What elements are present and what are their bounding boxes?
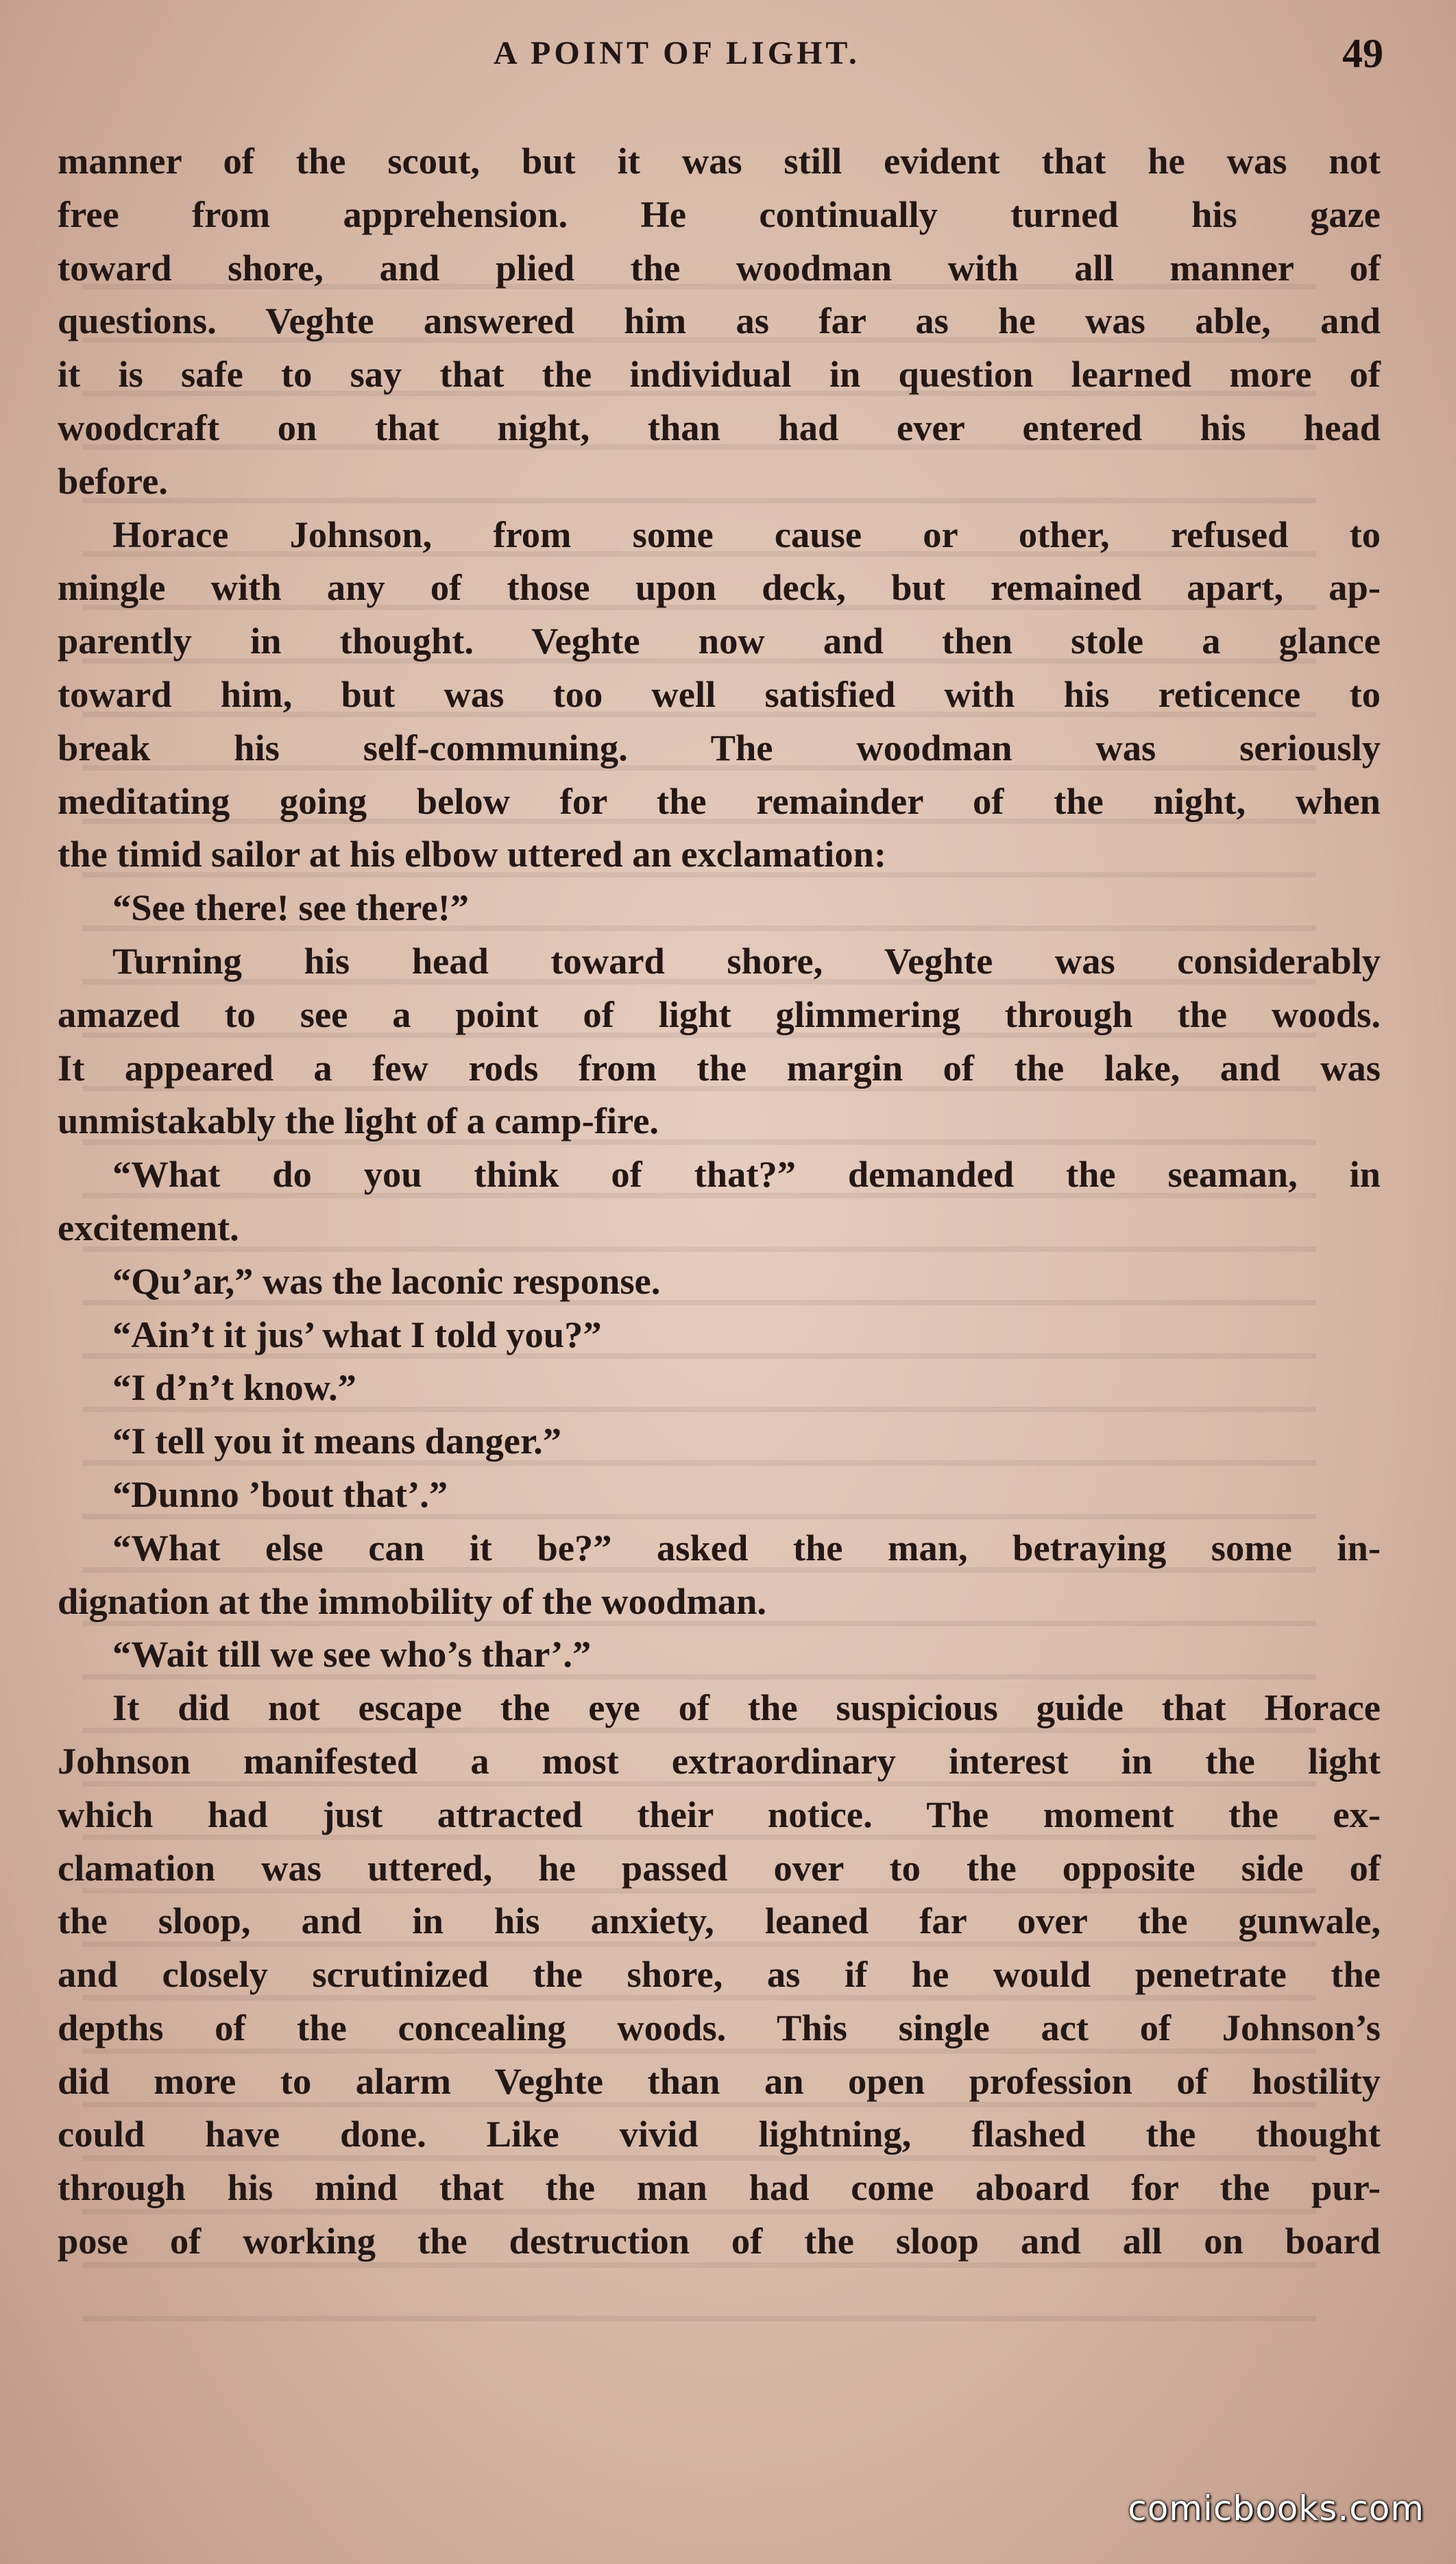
text-line: it is safe to say that the individual in question learned more of: [58, 353, 1381, 396]
text-line: “What do you think of that?” demanded the seaman, in: [112, 1153, 1381, 1196]
text-line: manner of the scout, but it was still evident that he was not: [58, 140, 1381, 182]
text-line: parently in thought. Veghte now and then stole a glance: [58, 620, 1381, 662]
text-line: “Ain’t it jus’ what I told you?”: [112, 1313, 602, 1355]
text-line: amazed to see a point of light glimmering through the woods.: [58, 993, 1381, 1035]
text-line: toward him, but was too well satisfied with his reticence to: [58, 673, 1381, 715]
running-title: A POINT OF LIGHT.: [494, 35, 860, 71]
text-line: Johnson manifested a most extraordinary interest in the light: [58, 1739, 1381, 1782]
text-line: “What else can it be?” asked the man, betraying some in-: [112, 1526, 1381, 1569]
text-line: questions. Veghte answered him as far as he was able, and: [58, 300, 1381, 342]
body-text: [58, 134, 1381, 2268]
text-line: through his mind that the man had come aboard for the pur-: [58, 2166, 1381, 2209]
text-line: woodcraft on that night, than had ever entered his head: [58, 406, 1381, 448]
text-line: “I tell you it means danger.”: [112, 1420, 562, 1462]
site-watermark: comicbooks.com: [1128, 2489, 1424, 2528]
text-line: pose of working the destruction of the sloop and all on board: [58, 2220, 1381, 2262]
text-line: mingle with any of those upon deck, but remained apart, ap-: [58, 566, 1381, 609]
text-line: “I d’n’t know.”: [112, 1366, 356, 1409]
text-line: and closely scrutinized the shore, as if he would penetrate the: [58, 1953, 1381, 1996]
text-line: which had just attracted their notice. The moment the ex-: [58, 1793, 1381, 1835]
text-line: before.: [58, 459, 168, 502]
text-line: It did not escape the eye of the suspicious guide that Horace: [112, 1686, 1381, 1729]
text-line: clamation was uttered, he passed over to the opposite side of: [58, 1846, 1381, 1889]
text-line: “Qu’ar,” was the laconic response.: [112, 1259, 661, 1302]
text-line: It appeared a few rods from the margin of the lake, and was: [58, 1046, 1381, 1089]
text-line: toward shore, and plied the woodman with all manner of: [58, 246, 1381, 289]
text-line: excitement.: [58, 1206, 239, 1248]
text-line: “See there! see there!”: [112, 886, 470, 929]
text-line: the sloop, and in his anxiety, leaned far over the gunwale,: [58, 1900, 1381, 1942]
text-line: the timid sailor at his elbow uttered an exclamation:: [58, 833, 887, 875]
text-line: depths of the concealing woods. This single act of Johnson’s: [58, 2006, 1381, 2048]
text-line: meditating going below for the remainder of the night, when: [58, 779, 1381, 822]
text-line: dignation at the immobility of the woodman.: [58, 1580, 767, 1622]
text-line: Turning his head toward shore, Veghte was considerably: [112, 939, 1381, 982]
text-line: Horace Johnson, from some cause or other, refused to: [112, 513, 1381, 555]
text-line: unmistakably the light of a camp-fire.: [58, 1100, 659, 1142]
text-line: “Wait till we see who’s thar’.”: [112, 1633, 592, 1676]
page-number: 49: [1342, 31, 1383, 76]
text-line: could have done. Like vivid lightning, flashed the thought: [58, 2113, 1381, 2155]
text-line: did more to alarm Veghte than an open profession of hostility: [58, 2059, 1381, 2102]
page-header: [0, 32, 1456, 86]
text-line: free from apprehension. He continually turned his gaze: [58, 193, 1381, 235]
text-line: break his self-communing. The woodman was seriously: [58, 726, 1381, 769]
text-line: “Dunno ’bout that’.”: [112, 1473, 448, 1515]
